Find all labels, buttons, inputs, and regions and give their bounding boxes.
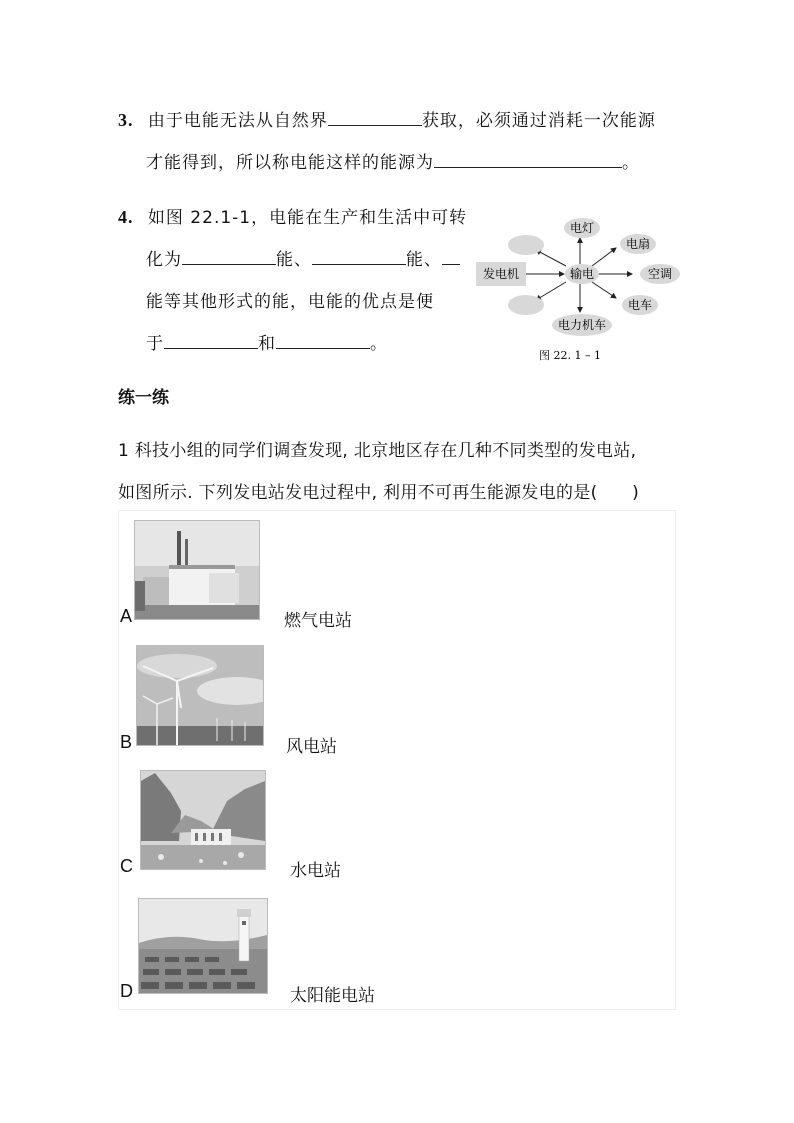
q3-line2: 才能得到，所以称电能这样的能源为 。 bbox=[146, 148, 640, 173]
svg-text:电扇: 电扇 bbox=[625, 237, 651, 251]
option-c-label[interactable]: 水电站 bbox=[290, 861, 341, 881]
diagram-source-label: 发电机 bbox=[482, 267, 520, 281]
q4-line4: 于 和 。 bbox=[146, 329, 388, 354]
q4-line3: 能等其他形式的能，电能的优点是便 bbox=[146, 292, 434, 312]
q3-line1: 3. 由于电能无法从自然界 获取，必须通过消耗一次能源 bbox=[118, 106, 656, 131]
option-a-label[interactable]: 燃气电站 bbox=[284, 611, 352, 631]
solar-tower-photo bbox=[138, 898, 268, 994]
wind-farm-photo bbox=[136, 645, 264, 746]
energy-conversion-diagram bbox=[470, 212, 690, 372]
diagram-caption: 图 22. 1 – 1 bbox=[539, 349, 601, 362]
q4-line1: 4. 如图 22.1-1，电能在生产和生活中可转 bbox=[118, 207, 468, 228]
diagram-node-upper-left-blank bbox=[508, 235, 544, 255]
diagram-node-lower-left-blank bbox=[508, 295, 544, 315]
q4-blank-5[interactable] bbox=[276, 330, 370, 349]
option-c-letter[interactable]: C bbox=[120, 856, 133, 876]
gas-power-station-photo bbox=[134, 520, 260, 620]
option-b-letter[interactable]: B bbox=[120, 732, 133, 752]
option-b-label[interactable]: 风电站 bbox=[286, 737, 337, 757]
q3-blank-1[interactable] bbox=[328, 107, 422, 126]
svg-text:电力机车: 电力机车 bbox=[557, 318, 607, 332]
section-title: 练一练 bbox=[118, 388, 169, 408]
q4-blank-3[interactable] bbox=[442, 246, 460, 265]
q1-line1: 1 科技小组的同学们调查发现, 北京地区存在几种不同类型的发电站, bbox=[118, 441, 637, 461]
q4-blank-1[interactable] bbox=[182, 246, 276, 265]
q4-number: 4. bbox=[118, 207, 134, 227]
q4-line2: 化为 能、 能、 bbox=[146, 245, 460, 270]
option-d-label[interactable]: 太阳能电站 bbox=[290, 986, 375, 1006]
q4-blank-2[interactable] bbox=[312, 246, 406, 265]
option-d-letter[interactable]: D bbox=[120, 981, 133, 1001]
svg-text:空调: 空调 bbox=[647, 267, 673, 281]
q4-blank-4[interactable] bbox=[164, 330, 258, 349]
q3-number: 3. bbox=[118, 110, 134, 130]
diagram-center-label: 输电 bbox=[569, 267, 595, 281]
hydro-station-photo bbox=[140, 770, 266, 870]
q3-blank-2[interactable] bbox=[434, 149, 622, 168]
q1-line2: 如图所示. 下列发电站发电过程中, 利用不可再生能源发电的是( ) bbox=[118, 483, 640, 503]
svg-text:电灯: 电灯 bbox=[569, 221, 595, 235]
option-a-letter[interactable]: A bbox=[120, 606, 133, 626]
svg-text:电车: 电车 bbox=[627, 298, 653, 312]
